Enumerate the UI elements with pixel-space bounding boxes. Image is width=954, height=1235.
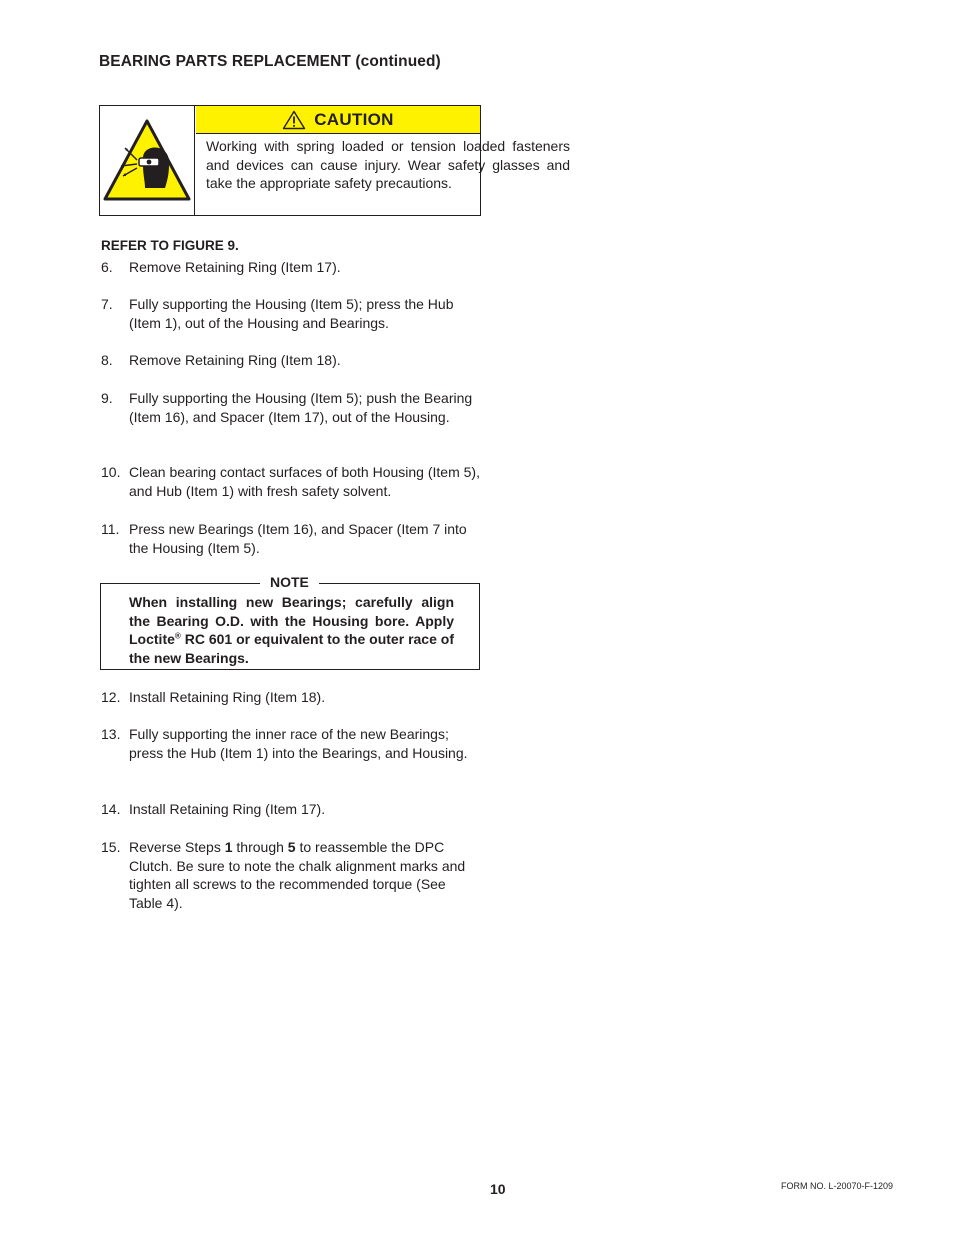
note-text-part1: When installing new Bearings; carefully align the Bearing O.D. with the Housing bore. Apply Loctite	[129, 594, 454, 648]
note-box	[100, 574, 480, 670]
step-number: 10.	[101, 464, 121, 480]
step-number: 6.	[101, 259, 113, 275]
step-number: 8.	[101, 352, 113, 368]
page-number: 10	[490, 1181, 506, 1197]
step-text: Fully supporting the inner race of the new Bearings; press the Hub (Item 1) into the Bearings, and Housing.	[129, 726, 468, 761]
step-text: Remove Retaining Ring (Item 17).	[129, 259, 341, 275]
caution-box	[99, 105, 570, 216]
step-number: 11.	[101, 521, 120, 537]
step-text-part: to reassemble the DPC Clutch. Be sure to note the chalk alignment marks and tighten all screws to the recommended torque (See Table 4).	[129, 839, 466, 911]
caution-text: Working with spring loaded or tension loaded fasteners and devices can cause injury. Wear safety glasses and take the appropriate safety precautions.	[206, 138, 570, 192]
step-number: 15.	[101, 839, 121, 855]
step-text-part: through	[232, 839, 288, 855]
step-text: Press new Bearings (Item 16), and Spacer (Item 7 into the Housing (Item 5).	[129, 521, 467, 556]
section-title: BEARING PARTS REPLACEMENT (continued)	[99, 53, 441, 70]
step-text: Fully supporting the Housing (Item 5); push the Bearing (Item 16), and Spacer (Item 17), out of the Housing.	[129, 390, 473, 425]
caution-icon-cell	[100, 106, 195, 215]
step-text: Remove Retaining Ring (Item 18).	[129, 352, 341, 368]
form-number: FORM NO. L-20070-F-1209	[781, 1181, 894, 1191]
step-text	[129, 838, 481, 912]
step-number: 9.	[101, 390, 113, 406]
step-text: Clean bearing contact surfaces of both Housing (Item 5), and Hub (Item 1) with fresh safety solvent.	[129, 464, 480, 499]
step-text: Install Retaining Ring (Item 18).	[129, 689, 326, 705]
registered-mark: ®	[174, 631, 181, 641]
figure-reference: REFER TO FIGURE 9.	[101, 238, 239, 253]
caution-header	[196, 106, 480, 134]
step-text: Install Retaining Ring (Item 17).	[129, 801, 326, 817]
step-number: 7.	[101, 296, 113, 312]
caution-title: CAUTION	[314, 109, 394, 129]
step-number: 14.	[101, 801, 121, 817]
step-ref-bold: 1	[224, 839, 233, 855]
step-number: 13.	[101, 726, 121, 742]
step-number: 12.	[101, 689, 121, 705]
safety-glasses-warning-icon	[103, 118, 191, 202]
warning-triangle-icon	[282, 110, 306, 130]
note-text	[129, 593, 454, 667]
step-text-part: Reverse Steps	[129, 839, 225, 855]
note-text-part2: RC 601 or equivalent to the outer race of the new Bearings.	[129, 631, 454, 666]
step-ref-bold: 5	[287, 839, 296, 855]
step-text: Fully supporting the Housing (Item 5); press the Hub (Item 1), out of the Housing and Bearings.	[129, 296, 454, 331]
note-label: NOTE	[260, 574, 319, 590]
